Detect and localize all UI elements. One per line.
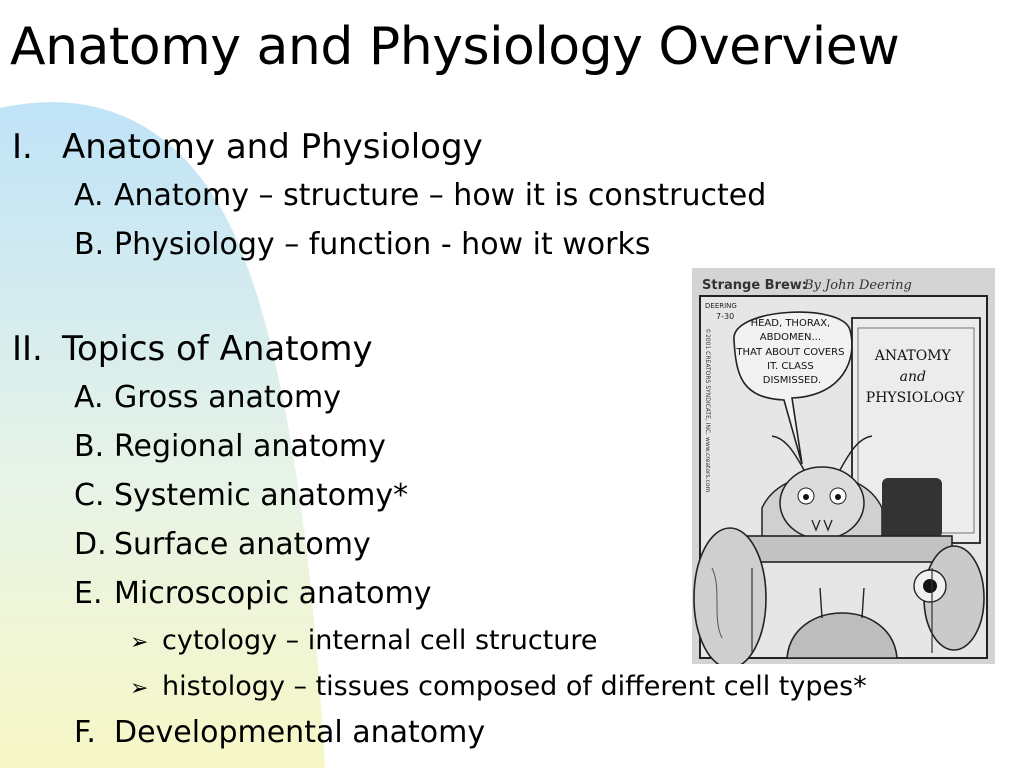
speech-line-1: HEAD, THORAX,: [750, 318, 831, 329]
arrow-bullet-icon: ➢: [130, 676, 149, 701]
item-text: Physiology – function - how it works: [114, 227, 651, 262]
speech-line-3: THAT ABOUT COVERS: [736, 347, 845, 358]
outline-item-microscopic-anatomy: [74, 576, 432, 612]
outline-item-physiology: [74, 227, 650, 263]
item-number: I.: [12, 127, 33, 167]
outline-item-anatomy: [74, 178, 766, 214]
speech-line-4: IT. CLASS: [767, 361, 814, 372]
item-text: cytology – internal cell structure: [162, 625, 598, 656]
item-number: B.: [74, 429, 105, 464]
item-number: E.: [74, 576, 103, 611]
board-line-1: ANATOMY: [874, 348, 951, 364]
arrow-bullet-icon: ➢: [130, 630, 149, 655]
speech-line-2: ABDOMEN...: [759, 332, 822, 343]
item-text: Microscopic anatomy: [114, 576, 432, 611]
item-number: A.: [74, 178, 104, 213]
outline-item-topics-of-anatomy: [12, 329, 373, 369]
item-number: D.: [74, 527, 107, 562]
item-number: A.: [74, 380, 104, 415]
board-line-3: PHYSIOLOGY: [865, 390, 965, 406]
comic-byline: By John Deering: [804, 278, 912, 293]
slide-title: Anatomy and Physiology Overview: [10, 17, 900, 77]
outline-item-anatomy-physiology: [12, 127, 483, 167]
outline-item-surface-anatomy: [74, 527, 371, 563]
item-text: Systemic anatomy*: [114, 478, 409, 513]
comic-image: [692, 268, 995, 664]
outline-item-regional-anatomy: [74, 429, 386, 465]
board-line-2: and: [899, 369, 926, 385]
comic-signature: DEERING: [705, 302, 737, 310]
item-number: C.: [74, 478, 105, 513]
item-text: Gross anatomy: [114, 380, 341, 415]
speech-line-5: DISMISSED.: [762, 375, 822, 386]
comic-strip-title: Strange Brew:: [702, 278, 808, 293]
item-text: Anatomy – structure – how it is constructed: [114, 178, 767, 213]
outline-subitem-cytology: [130, 625, 597, 659]
outline-item-systemic-anatomy: [74, 478, 408, 514]
item-text: Regional anatomy: [114, 429, 386, 464]
comic-drawing: [692, 268, 995, 664]
item-number: B.: [74, 227, 105, 262]
item-text: Topics of Anatomy: [62, 329, 373, 369]
item-text: Developmental anatomy: [114, 715, 486, 750]
outline-item-gross-anatomy: [74, 380, 341, 416]
comic-date: 7-30: [716, 312, 735, 321]
item-text: histology – tissues composed of different cell types*: [162, 671, 867, 702]
comic-copyright: ©2001 CREATORS SYNDICATE, INC. www.creators.com: [704, 328, 711, 493]
outline-subitem-histology: [130, 671, 867, 705]
item-number: F.: [74, 715, 96, 750]
item-text: Surface anatomy: [114, 527, 371, 562]
item-text: Anatomy and Physiology: [62, 127, 483, 167]
outline-item-developmental-anatomy: [74, 715, 485, 751]
item-number: II.: [12, 329, 43, 369]
